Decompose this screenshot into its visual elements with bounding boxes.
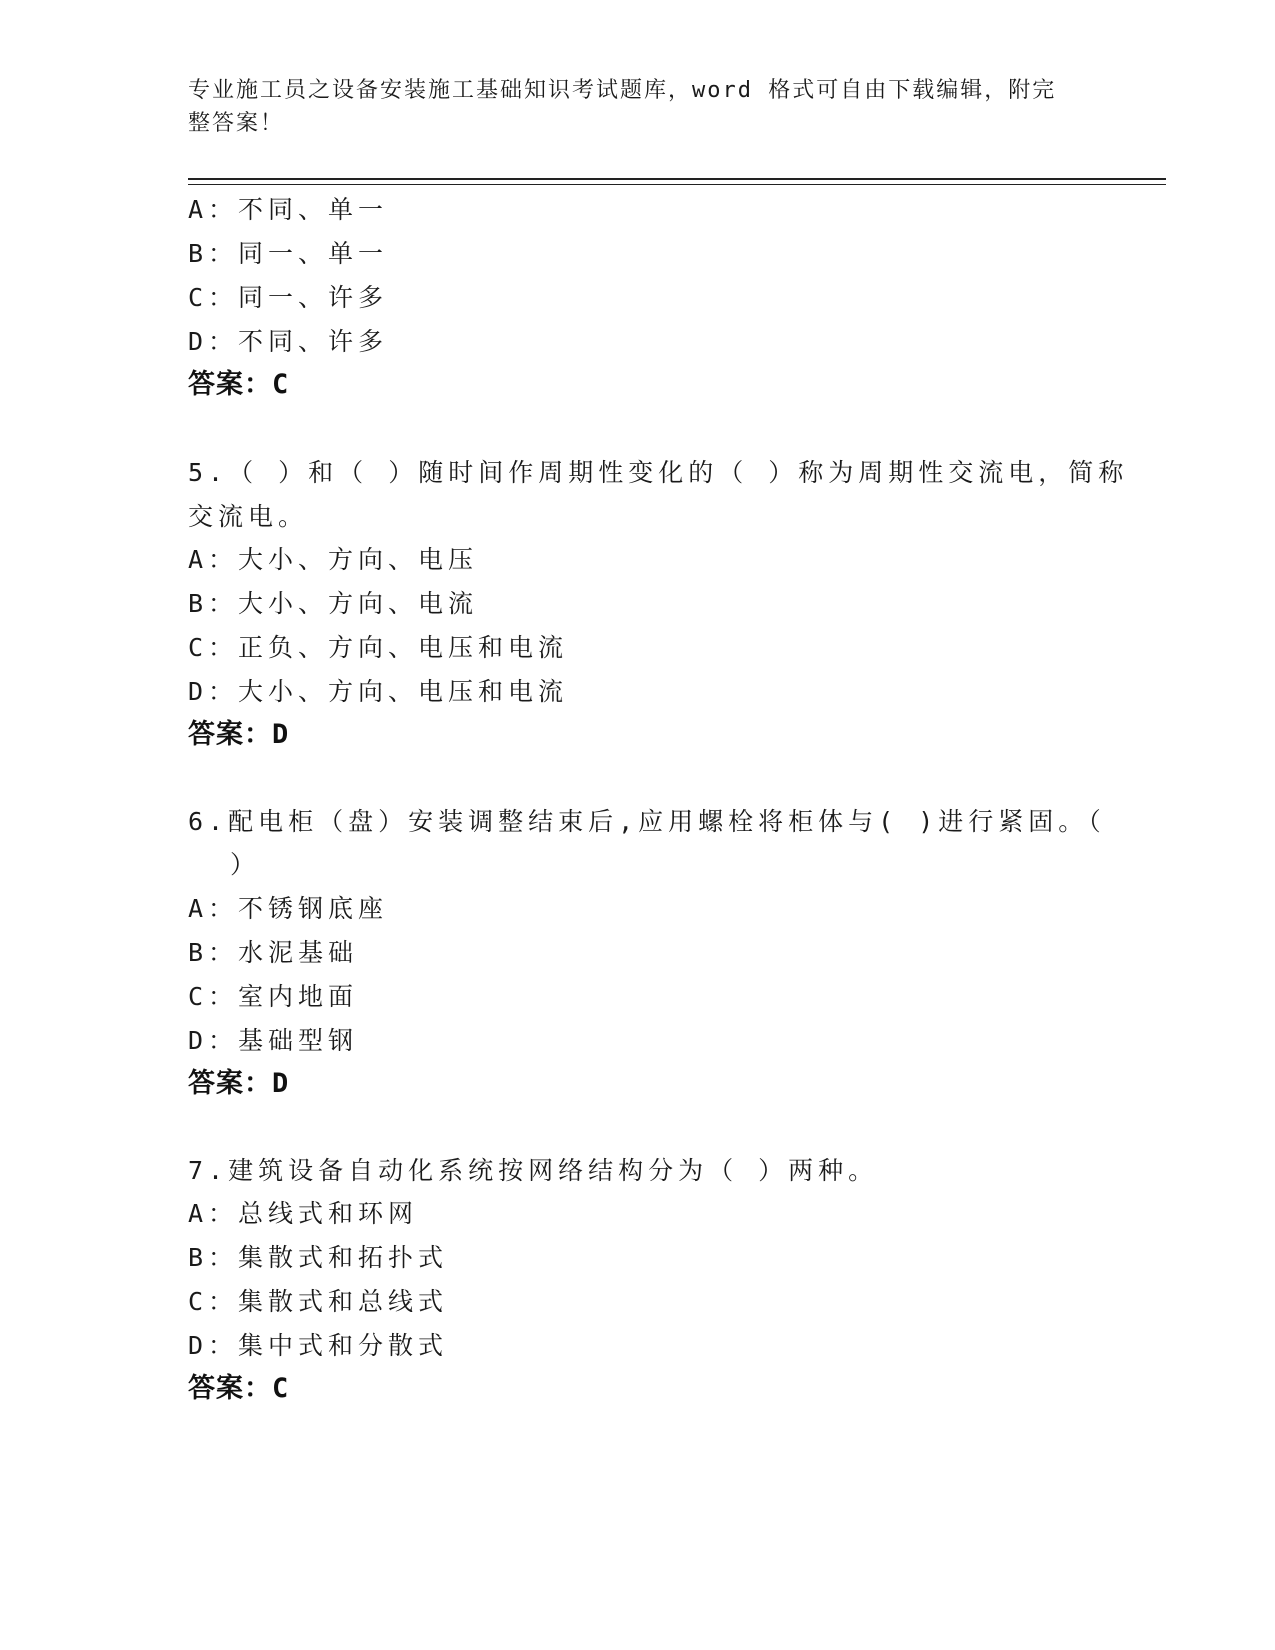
q6-option-b: B：水泥基础 bbox=[188, 938, 359, 967]
q5-option-b: B：大小、方向、电流 bbox=[188, 589, 479, 618]
prev-option-b: B：同一、单一 bbox=[188, 239, 389, 268]
q7-option-a: A：总线式和环网 bbox=[188, 1199, 419, 1228]
q7-option-b: B：集散式和拓扑式 bbox=[188, 1243, 449, 1272]
q6-stem-line1: 6.配电柜（盘）安装调整结束后,应用螺栓将柜体与( )进行紧固。（ bbox=[188, 807, 1106, 836]
q5-stem-line2: 交流电。 bbox=[188, 502, 309, 531]
q5-option-c: C：正负、方向、电压和电流 bbox=[188, 633, 569, 662]
q5-stem-line1: 5.（ ）和（ ）随时间作周期性变化的（ ）称为周期性交流电，简称 bbox=[188, 458, 1129, 487]
q6-stem-line2: ） bbox=[230, 850, 261, 879]
prev-answer: 答案：C bbox=[188, 369, 290, 400]
q5-option-a: A：大小、方向、电压 bbox=[188, 545, 479, 574]
q7-stem-line1: 7.建筑设备自动化系统按网络结构分为（ ）两种。 bbox=[188, 1156, 879, 1185]
prev-option-c: C：同一、许多 bbox=[188, 283, 389, 312]
q6-option-c: C：室内地面 bbox=[188, 982, 359, 1011]
q7-option-d: D：集中式和分散式 bbox=[188, 1331, 449, 1360]
header-rule-thin bbox=[188, 184, 1166, 185]
q6-option-a: A：不锈钢底座 bbox=[188, 894, 389, 923]
header-rule-thick bbox=[188, 178, 1166, 180]
q7-answer: 答案：C bbox=[188, 1373, 290, 1404]
q6-answer: 答案：D bbox=[188, 1068, 290, 1099]
prev-option-d: D：不同、许多 bbox=[188, 327, 389, 356]
q5-answer: 答案：D bbox=[188, 719, 290, 750]
q5-option-d: D：大小、方向、电压和电流 bbox=[188, 677, 569, 706]
q6-option-d: D：基础型钢 bbox=[188, 1026, 359, 1055]
q7-option-c: C：集散式和总线式 bbox=[188, 1287, 449, 1316]
prev-option-a: A：不同、单一 bbox=[188, 195, 389, 224]
document-header: 专业施工员之设备安装施工基础知识考试题库，word 格式可自由下载编辑，附完整答案！ bbox=[188, 78, 1057, 136]
